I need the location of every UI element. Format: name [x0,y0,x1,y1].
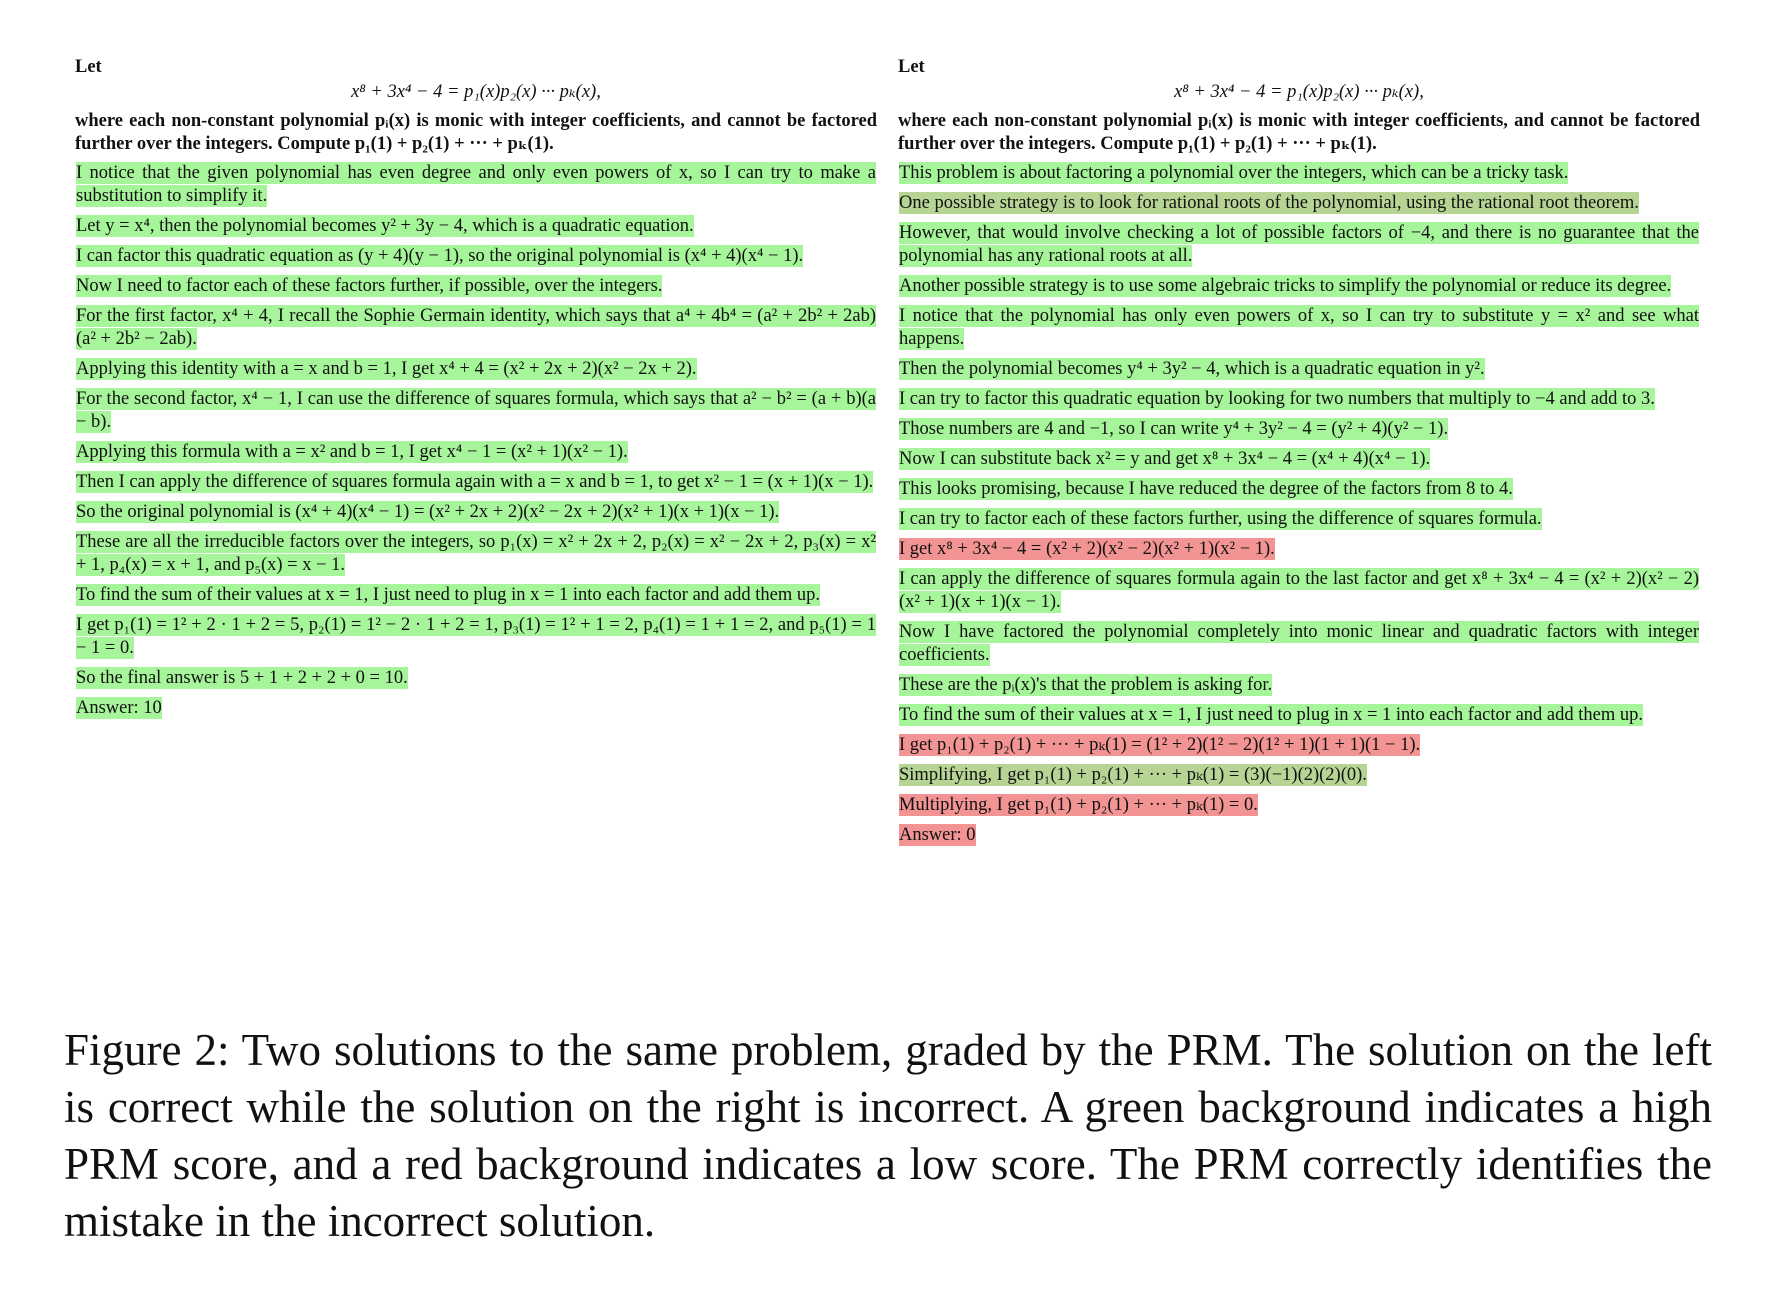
solution-step-text: I can try to factor this quadratic equation by looking for two numbers that multiply to −4 and add to 3. [899,389,1655,409]
solution-step [75,667,877,690]
solution-step-text: Let y = x⁴, then the polynomial becomes y² + 3y − 4, which is a quadratic equation. [76,216,694,236]
solution-step [898,222,1700,268]
solution-step [898,162,1700,185]
solution-step-text: I can apply the difference of squares formula again to the last factor and get x⁸ + 3x⁴ − 4 = (x² + 2)(x² − 2)(x² + 1)(x + 1)(x − 1). [899,569,1699,612]
solution-step [75,162,877,208]
solution-step [898,192,1700,215]
solution-step [75,358,877,381]
solution-step [898,358,1700,381]
solution-step [75,275,877,298]
problem-equation: x⁸ + 3x⁴ − 4 = p₁(x)p₂(x) ··· pₖ(x), [1174,82,1424,102]
solution-step [898,621,1700,667]
solution-step [898,734,1700,757]
solution-step-text: I notice that the given polynomial has even degree and only even powers of x, so I can try to make a substitution to simplify it. [76,163,876,206]
solution-step-text: For the first factor, x⁴ + 4, I recall the Sophie Germain identity, which says that a⁴ + 4b⁴ = (a² + 2b² + 2ab)(a² + 2b² − 2ab). [76,306,876,349]
solution-step-text: Then I can apply the difference of squares formula again with a = x and b = 1, to get x² − 1 = (x + 1)(x − 1). [76,472,874,492]
solution-step-text: Applying this formula with a = x² and b = 1, I get x⁴ − 1 = (x² + 1)(x² − 1). [76,442,628,462]
problem-equation: x⁸ + 3x⁴ − 4 = p₁(x)p₂(x) ··· pₖ(x), [351,82,601,102]
solution-step-text: These are all the irreducible factors over the integers, so p₁(x) = x² + 2x + 2, p₂(x) = x² − 2x + 2, p₃(x) = x² + 1, p₄(x) = x + 1, and p₅(x) = x − 1. [76,532,876,575]
solution-step [898,764,1700,787]
solution-step [898,388,1700,411]
solution-step-text: Now I have factored the polynomial completely into monic linear and quadratic factors with integer coefficients. [899,622,1699,665]
solution-steps [898,162,1700,847]
solution-step [898,704,1700,727]
right-solution [898,56,1700,854]
solution-step-text: Another possible strategy is to use some algebraic tricks to simplify the polynomial or reduce its degree. [899,276,1672,296]
solution-step [75,501,877,524]
solution-step [75,531,877,577]
left-solution [75,56,877,727]
solution-steps [75,162,877,720]
solution-step-text: This problem is about factoring a polynomial over the integers, which can be a tricky task. [899,163,1569,183]
solution-step-text: For the second factor, x⁴ − 1, I can use the difference of squares formula, which says that a² − b² = (a + b)(a − b). [76,389,876,432]
solution-step-text: This looks promising, because I have reduced the degree of the factors from 8 to 4. [899,479,1513,499]
solution-step-text: Now I can substitute back x² = y and get x⁸ + 3x⁴ − 4 = (x⁴ + 4)(x⁴ − 1). [899,449,1431,469]
solution-step [898,448,1700,471]
solution-step-text: So the final answer is 5 + 1 + 2 + 2 + 0 = 10. [76,668,408,688]
solution-step-text: So the original polynomial is (x⁴ + 4)(x⁴ − 1) = (x² + 2x + 2)(x² − 2x + 2)(x² + 1)(x + 1)(x − 1). [76,502,780,522]
solution-step-text: I get x⁸ + 3x⁴ − 4 = (x² + 2)(x² − 2)(x² + 1)(x² − 1). [899,539,1275,559]
solution-step [75,584,877,607]
problem-statement: where each non-constant polynomial pᵢ(x) is monic with integer coefficients, and cannot be factored further over the integers. Compute p₁(1) + p₂(1) + ··· + pₖ(1). [898,111,1700,154]
solution-step-text: One possible strategy is to look for rational roots of the polynomial, using the rational root theorem. [899,193,1639,213]
solution-step [75,245,877,268]
solution-step [75,471,877,494]
solution-step [898,674,1700,697]
solution-step-text: Applying this identity with a = x and b = 1, I get x⁴ + 4 = (x² + 2x + 2)(x² − 2x + 2). [76,359,697,379]
problem-let: Let [898,57,925,77]
solution-step-text: I can try to factor each of these factors further, using the difference of squares formula. [899,509,1542,529]
solution-step-text: Those numbers are 4 and −1, so I can write y⁴ + 3y² − 4 = (y² + 4)(y² − 1). [899,419,1449,439]
solution-step [898,508,1700,531]
solution-step-text: Then the polynomial becomes y⁴ + 3y² − 4, which is a quadratic equation in y². [899,359,1485,379]
solution-step [898,568,1700,614]
solution-step-text: I notice that the polynomial has only even powers of x, so I can try to substitute y = x² and see what happens. [899,306,1699,349]
problem-let: Let [75,57,102,77]
solution-step [75,441,877,464]
solution-step [75,614,877,660]
solution-step-text: These are the pᵢ(x)'s that the problem is asking for. [899,675,1273,695]
solution-step [898,824,1700,847]
solution-step-text: However, that would involve checking a lot of possible factors of −4, and there is no guarantee that the polynomial has any rational roots at all. [899,223,1699,266]
solution-step [898,275,1700,298]
solution-step [898,478,1700,501]
solution-step-text: To find the sum of their values at x = 1, I just need to plug in x = 1 into each factor and add them up. [76,585,820,605]
solution-step-text: Simplifying, I get p₁(1) + p₂(1) + ··· + pₖ(1) = (3)(−1)(2)(2)(0). [899,765,1367,785]
solution-step [898,538,1700,561]
solution-step [75,388,877,434]
solution-step [898,305,1700,351]
solution-step [75,697,877,720]
solution-step-text: I get p₁(1) = 1² + 2 · 1 + 2 = 5, p₂(1) = 1² − 2 · 1 + 2 = 1, p₃(1) = 1² + 1 = 2, p₄(1) = 1 + 1 = 2, and p₅(1) = 1 − 1 = 0. [76,615,876,658]
solution-step-text: Answer: 0 [899,825,976,845]
solution-step-text: Multiplying, I get p₁(1) + p₂(1) + ··· + pₖ(1) = 0. [899,795,1258,815]
solution-step-text: I get p₁(1) + p₂(1) + ··· + pₖ(1) = (1² + 2)(1² − 2)(1² + 1)(1 + 1)(1 − 1). [899,735,1421,755]
solution-step [898,418,1700,441]
solution-step [898,794,1700,817]
solution-step-text: To find the sum of their values at x = 1, I just need to plug in x = 1 into each factor and add them up. [899,705,1643,725]
solution-step-text: I can factor this quadratic equation as (y + 4)(y − 1), so the original polynomial is (x⁴ + 4)(x⁴ − 1). [76,246,804,266]
solution-step [75,305,877,351]
problem-statement: where each non-constant polynomial pᵢ(x) is monic with integer coefficients, and cannot be factored further over the integers. Compute p₁(1) + p₂(1) + ··· + pₖ(1). [75,111,877,154]
figure-caption: Figure 2: Two solutions to the same problem, graded by the PRM. The solution on the left is correct while the solution on the right is incorrect. A green background indicates a high PRM score, and a red background indicates a low score. The PRM correctly identifies the mistake in the incorrect solution. [64,1025,1712,1246]
solution-step [75,215,877,238]
solution-step-text: Now I need to factor each of these factors further, if possible, over the integers. [76,276,663,296]
solution-step-text: Answer: 10 [76,698,162,718]
